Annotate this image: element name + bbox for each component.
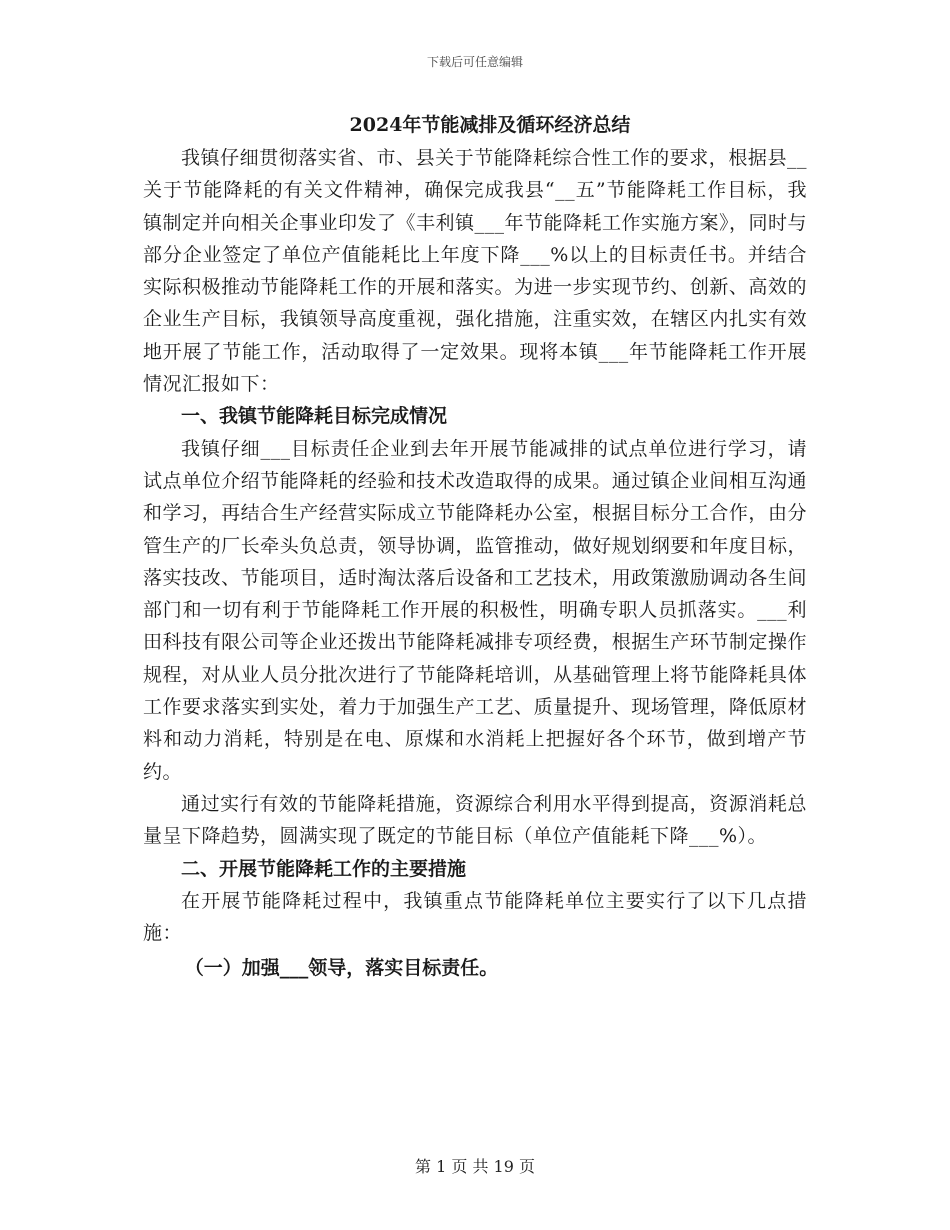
section-1-paragraph-1: 我镇仔细___目标责任企业到去年开展节能减排的试点单位进行学习，请试点单位介绍节能降耗的经验和技术改造取得的成果。通过镇企业间相互沟通和学习，再结合生产经营实际成立节能降耗办公室，根据目标分工合作，由分管生产的厂长牵头负总责，领导协调，监管推动，做好规划纲要和年度目标，落实技改、节能项目，适时淘汰落后设备和工艺技术，用政策激励调动各生间部门和一切有利于节能降耗工作开展的积极性，明确专职人员抓落实。___利田科技有限公司等企业还拨出节能降耗减排专项经费，根据生产环节制定操作规程，对从业人员分批次进行了节能降耗培训，从基础管理上将节能降耗具体工作要求落实到实处，着力于加强生产工艺、质量提升、现场管理，降低原材料和动力消耗，特别是在电、原煤和水消耗上把握好各个环节，做到增产节约。 [143,437,807,783]
section-1-heading: 一、我镇节能降耗目标完成情况 [181,405,448,428]
intro-paragraph: 我镇仔细贯彻落实省、市、县关于节能降耗综合性工作的要求，根据县__关于节能降耗的有关文件精神，确保完成我县“__五”节能降耗工作目标，我镇制定并向相关企事业印发了《丰利镇___年节能降耗工作实施方案》，同时与部分企业签定了单位产值能耗比上年度下降___%以上的目标责任书。并结合实际积极推动节能降耗工作的开展和落实。为进一步实现节约、创新、高效的企业生产目标，我镇领导高度重视，强化措施，注重实效，在辖区内扎实有效地开展了节能工作，活动取得了一定效果。现将本镇___年节能降耗工作开展情况汇报如下： [143,147,808,396]
header-note: 下载后可任意编辑 [426,55,523,69]
document-body [143,108,807,987]
section-2-heading: 二、开展节能降耗工作的主要措施 [181,857,467,880]
section-2-paragraph-1: 在开展节能降耗过程中，我镇重点节能降耗单位主要实行了以下几点措施： [143,889,807,945]
document-title: 2024年节能减排及循环经济总结 [349,114,631,136]
page-number-footer: 第 1 页 共 19 页 [415,1157,535,1176]
section-1-paragraph-2: 通过实行有效的节能降耗措施，资源综合利用水平得到提高，资源消耗总量呈下降趋势，圆满实现了既定的节能目标（单位产值能耗下降___%）。 [143,792,807,848]
section-2-subheading-1: （一）加强___领导，落实目标责任。 [184,957,499,980]
